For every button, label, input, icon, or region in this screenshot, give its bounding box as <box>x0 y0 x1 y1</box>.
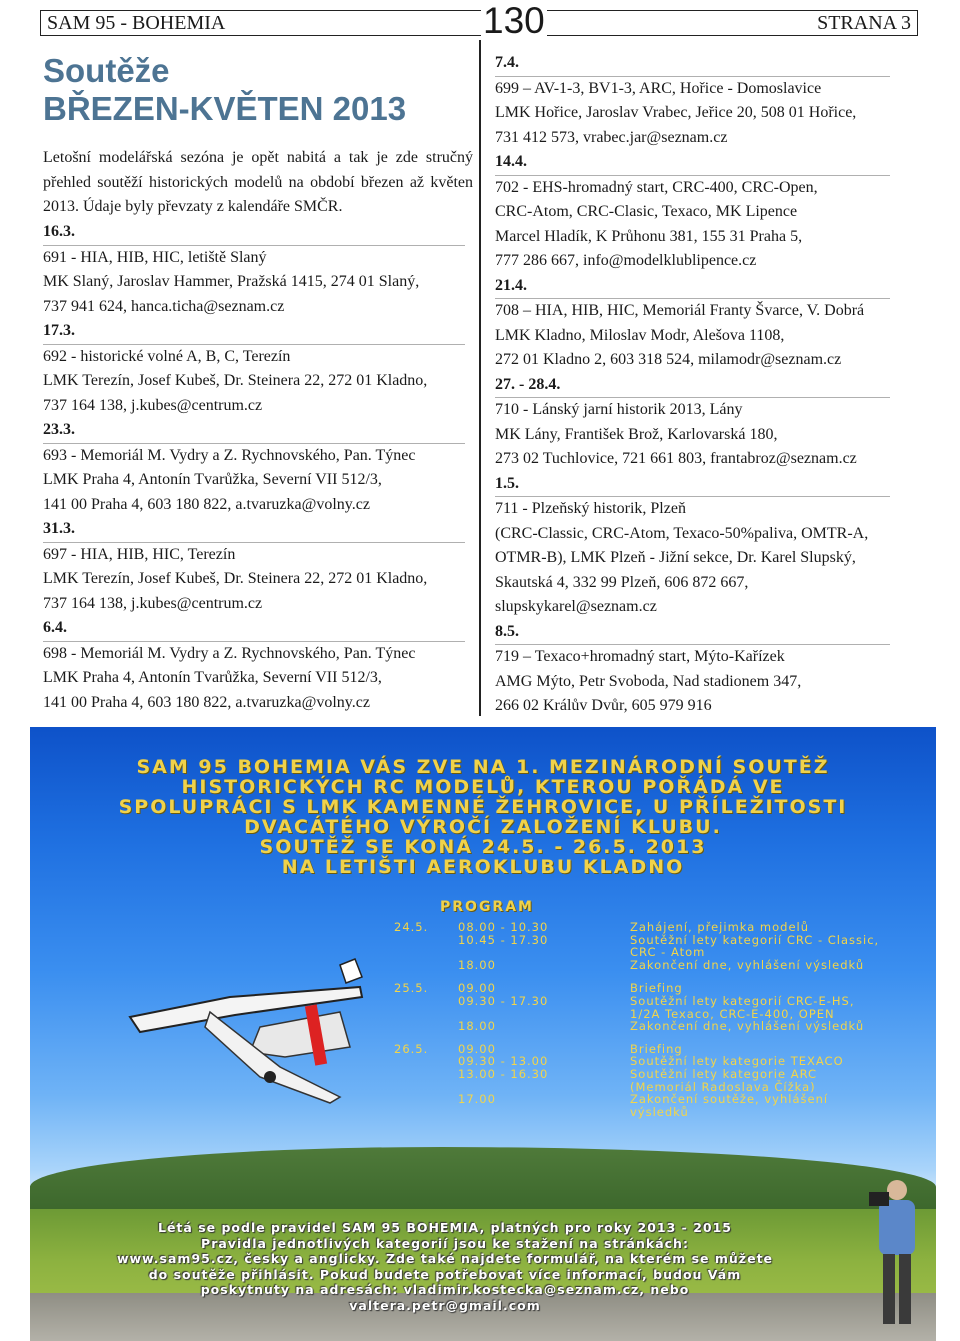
schedule-time: 17.00 <box>458 1092 496 1107</box>
schedule-activity: Zakončení dne, vyhlášení výsledků <box>630 957 865 972</box>
poster-footer <box>30 1220 860 1314</box>
competition-entry <box>43 319 473 418</box>
page-header <box>40 0 918 41</box>
competition-detail-line: 708 – HIA, HIB, HIC, Memoriál Franty Švarce, V. Dobrá <box>495 302 865 319</box>
schedule-time: 10.45 - 17.30 <box>458 932 549 947</box>
column-divider <box>479 40 481 716</box>
competition-detail-line: 710 - Lánský jarní historik 2013, Lány <box>495 401 743 418</box>
right-competition-list <box>495 51 895 719</box>
competition-detail-line: 777 286 667, info@modelklublipence.cz <box>495 252 757 269</box>
competition-detail-line: LMK Terezín, Josef Kubeš, Dr. Steinera 22, 272 01 Kladno, <box>43 570 428 587</box>
competition-entry <box>495 274 895 373</box>
competition-entry <box>43 220 473 319</box>
competition-detail-line: MK Slaný, Jaroslav Hammer, Pražská 1415, 274 01 Slaný, <box>43 273 420 290</box>
competition-detail-line: 266 02 Králův Dvůr, 605 979 916 <box>495 697 712 714</box>
issue-number: 130 <box>483 0 545 41</box>
competition-detail-line: 711 - Plzeňský historik, Plzeň <box>495 500 686 517</box>
schedule-activity: Soutěžní lety kategorie TEXACO <box>630 1054 844 1069</box>
competition-detail-line: OTMR-B), LMK Plzeň - Jižní sekce, Dr. Karel Slupský, <box>495 549 856 566</box>
poster-footer-line: valtera.petr@gmail.com <box>349 1297 541 1313</box>
competition-detail-line: slupskykarel@seznam.cz <box>495 598 657 615</box>
competition-date: 21.4. <box>495 276 527 294</box>
poster-heading <box>30 757 936 877</box>
competition-date: 16.3. <box>43 223 75 240</box>
schedule-activity: Briefing <box>630 1041 683 1056</box>
competition-detail-line: LMK Praha 4, Antonín Tvarůžka, Severní VII 512/3, <box>43 669 382 686</box>
rc-airplane-illustration <box>110 957 370 1107</box>
competition-date: 17.3. <box>43 322 75 339</box>
competition-detail-line: 692 - historické volné A, B, C, Terezín <box>43 347 291 365</box>
poster-heading-line: DVACÁTÉHO VÝROČÍ ZALOŽENÍ KLUBU. <box>244 816 722 838</box>
poster-footer-line: poskytnuty na adresách: vladimir.kostecka@seznam.cz, nebo <box>200 1282 690 1298</box>
competition-date: 8.5. <box>495 622 519 640</box>
competition-detail-line: 702 - EHS-hromadný start, CRC-400, CRC-Open, <box>495 178 818 196</box>
competition-detail-line: MK Lány, František Brož, Karlovarská 180, <box>495 425 778 443</box>
competition-detail-line: 698 - Memoriál M. Vydry a Z. Rychnovského, Pan. Týnec <box>43 644 416 662</box>
competition-detail-line: 693 - Memoriál M. Vydry a Z. Rychnovského, Pan. Týnec <box>43 446 416 464</box>
competition-detail-line: 691 - HIA, HIB, HIC, letiště Slaný <box>43 248 267 266</box>
competition-detail-line: 273 02 Tuchlovice, 721 661 803, frantabroz@seznam.cz <box>495 450 857 467</box>
schedule-activity: Briefing <box>630 981 683 996</box>
competition-entry <box>43 418 473 517</box>
competition-detail-line: 699 – AV-1-3, BV1-3, ARC, Hořice - Domoslavice <box>495 79 822 97</box>
competition-detail-line: Marcel Hladík, K Průhonu 381, 155 31 Praha 5, <box>495 227 803 245</box>
competition-entry <box>495 472 895 620</box>
poster-heading-line: SPOLUPRÁCI S LMK KAMENNÉ ŽEHROVICE, U PŘÍLEŽITOSTI <box>118 796 848 818</box>
competition-detail-line: AMG Mýto, Petr Svoboda, Nad stadionem 347, <box>495 672 802 690</box>
schedule-activity: (Memoriál Radoslava Čížka) <box>630 1079 816 1094</box>
poster-heading-line: NA LETIŠTI AEROKLUBU KLADNO <box>281 856 685 878</box>
title-line-1: Soutěže <box>43 52 170 89</box>
schedule-time: 13.00 - 16.30 <box>458 1067 549 1081</box>
schedule-time: 09.30 - 13.00 <box>458 1054 549 1069</box>
competition-date: 7.4. <box>495 54 519 71</box>
photographer-figure <box>865 1172 925 1332</box>
poster-footer-line: Pravidla jednotlivých kategorií jsou ke stažení na stránkách: <box>201 1235 689 1251</box>
schedule-activity: Soutěžní lety kategorií CRC-E-HS, <box>630 994 855 1008</box>
title-line-2: BŘEZEN-KVĚTEN 2013 <box>43 90 407 127</box>
event-poster <box>30 727 936 1341</box>
schedule-time: 18.00 <box>458 957 496 972</box>
competition-detail-line: 737 164 138, j.kubes@centrum.cz <box>43 396 263 414</box>
program-label: PROGRAM <box>440 899 534 915</box>
schedule-activity: Soutěžní lety kategorie ARC <box>630 1067 818 1081</box>
competition-entry <box>495 620 895 719</box>
competition-detail-line: LMK Terezín, Josef Kubeš, Dr. Steinera 22, 272 01 Kladno, <box>43 372 428 389</box>
competition-detail-line: 737 164 138, j.kubes@centrum.cz <box>43 594 263 612</box>
competition-entry <box>495 150 895 274</box>
competition-detail-line: 697 - HIA, HIB, HIC, Terezín <box>43 545 236 563</box>
schedule-day: 24.5. <box>394 920 429 934</box>
poster-footer-line: www.sam95.cz, česky a anglicky. Zde také najdete formulář, na kterém se můžete <box>116 1251 774 1267</box>
schedule-day: 25.5. <box>394 981 429 996</box>
competition-detail-line: (CRC-Classic, CRC-Atom, Texaco-50%paliva, OMTR-A, <box>495 524 869 542</box>
competition-detail-line: 731 412 573, vrabec.jar@seznam.cz <box>495 128 728 146</box>
competition-detail-line: 272 01 Kladno 2, 603 318 524, milamodr@seznam.cz <box>495 351 842 368</box>
competition-detail-line: LMK Hořice, Jaroslav Vrabec, Jeřice 20, 508 01 Hořice, <box>495 104 857 121</box>
competition-date: 6.4. <box>43 619 67 636</box>
competition-detail-line: 141 00 Praha 4, 603 180 822, a.tvaruzka@volny.cz <box>43 495 370 513</box>
poster-footer-line: do soutěže přihlásit. Pokud budete potřebovat více informací, budou Vám <box>148 1266 742 1282</box>
competition-entry <box>495 51 895 150</box>
competition-detail-line: 719 – Texaco+hromadný start, Mýto-Kařízek <box>495 648 785 665</box>
competition-date: 14.4. <box>495 153 527 170</box>
competition-detail-line: 141 00 Praha 4, 603 180 822, a.tvaruzka@volny.cz <box>43 693 370 711</box>
poster-heading-line: HISTORICKÝCH RC MODELŮ, KTEROU POŘÁDÁ VE <box>181 776 785 798</box>
schedule-activity: Zakončení dne, vyhlášení výsledků <box>630 1019 865 1034</box>
competition-date: 27. - 28.4. <box>495 375 561 393</box>
competition-date: 1.5. <box>495 474 519 492</box>
competition-date: 31.3. <box>43 520 75 537</box>
schedule-activity: 1/2A Texaco, CRC-E-400, OPEN <box>630 1006 835 1021</box>
schedule-activity: Zakončení soutěže, vyhlášení <box>630 1092 829 1107</box>
schedule-time: 18.00 <box>458 1019 496 1034</box>
schedule-activity: výsledků <box>630 1104 689 1119</box>
competition-detail-line: LMK Praha 4, Antonín Tvarůžka, Severní VII 512/3, <box>43 471 382 488</box>
schedule-time: 09.00 <box>458 981 496 996</box>
competition-detail-line: Skautská 4, 332 99 Plzeň, 606 872 667, <box>495 573 749 591</box>
page-number: STRANA 3 <box>817 12 911 34</box>
competition-detail-line: CRC-Atom, CRC-Clasic, Texaco, MK Lipence <box>495 203 798 220</box>
poster-footer-line: Létá se podle pravidel SAM 95 BOHEMIA, platných pro roky 2013 - 2015 <box>157 1220 733 1235</box>
schedule-day: 26.5. <box>394 1041 429 1056</box>
competition-detail-line: LMK Kladno, Miloslav Modr, Alešova 1108, <box>495 326 785 344</box>
poster-heading-line: SAM 95 BOHEMIA VÁS ZVE NA 1. MEZINÁRODNÍ SOUTĚŽ <box>136 756 830 778</box>
schedule-activity: Soutěžní lety kategorií CRC - Classic, <box>630 932 880 947</box>
competition-detail-line: 737 941 624, hanca.ticha@seznam.cz <box>43 297 285 315</box>
competition-entry <box>43 616 473 715</box>
article-title <box>43 52 406 128</box>
left-competition-list <box>43 220 473 715</box>
schedule-time: 09.30 - 17.30 <box>458 994 549 1008</box>
publication-name: SAM 95 - BOHEMIA <box>47 12 226 34</box>
schedule-time: 08.00 - 10.30 <box>458 920 549 934</box>
schedule-activity: Zahájení, přejimka modelů <box>630 920 810 934</box>
schedule-time: 09.00 <box>458 1041 496 1056</box>
competition-date: 23.3. <box>43 421 75 438</box>
competition-entry <box>495 373 895 472</box>
competition-entry <box>43 517 473 616</box>
intro-paragraph: Letošní modelářská sezóna je opět nabitá a tak je zde stručný přehled soutěží historických modelů na období březen až květen 2013. Údaje byly převzaty z kalendáře SMČR. <box>43 149 473 215</box>
schedule-activity: CRC - Atom <box>630 945 706 960</box>
poster-heading-line: SOUTĚŽ SE KONÁ 24.5. - 26.5. 2013 <box>259 836 707 858</box>
